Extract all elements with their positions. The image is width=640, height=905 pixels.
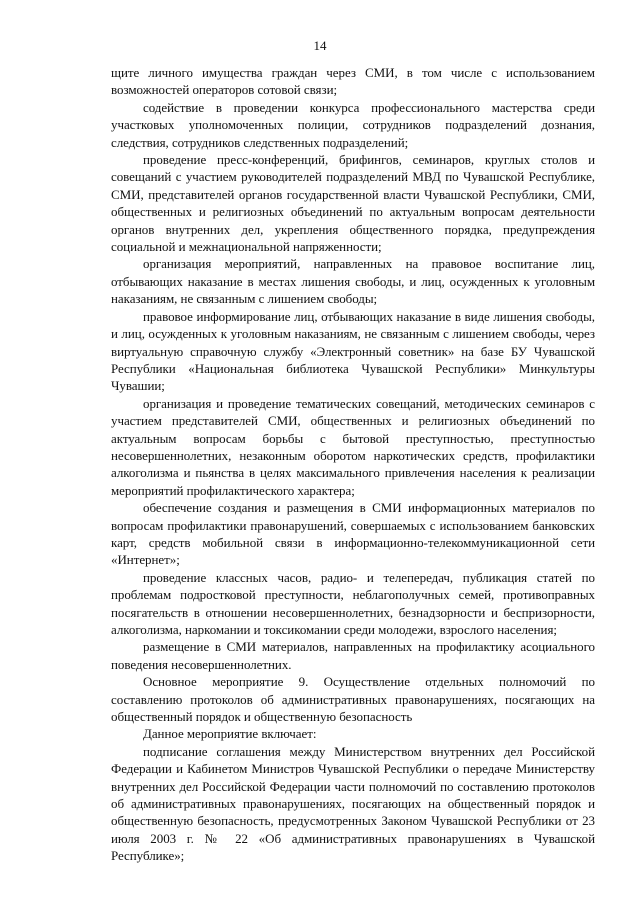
- paragraph-4: организация мероприятий, направленных на правовое воспитание лиц, отбывающих наказание в местах лишения свободы, и лиц, осужденных к уголовным наказаниям, не связанным с лишением свободы;: [111, 256, 595, 307]
- paragraph-11: Данное мероприятие включает:: [143, 726, 317, 742]
- paragraph-2: содействие в проведении конкурса профессионального мастерства среди участковых уполномоченных полиции, сотрудников подразделений дознания, следствия, сотрудников следственных подразделений;: [111, 99, 595, 150]
- paragraph-12: подписание соглашения между Министерством внутренних дел Российской Федерации и Кабинетом Министров Чувашской Республики о передаче Министерству внутренних дел Российской Федерации части полномочий по составлению протоколов об административных правонарушениях, посягающих на общественный порядок и общественную безопасность, предусмотренных Законом Чувашской Республики от 23 июля 2003 г. № 22 «Об административных правонарушениях в Чувашской Республике»;: [111, 743, 595, 864]
- paragraph-9: размещение в СМИ материалов, направленных на профилактику асоциального поведения несовершеннолетних.: [111, 639, 595, 672]
- paragraph-8: проведение классных часов, радио- и телепередач, публикация статей по проблемам подростковой преступности, неблагополучных семей, противоправных посягательств в отношении несовершеннолетних, безнадзорности и беспризорности, алкоголизма, наркомании и токсикомании среди молодежи, взрослого населения;: [111, 569, 595, 637]
- paragraph-3: проведение пресс-конференций, брифингов, семинаров, круглых столов и совещаний с участием руководителей подразделений МВД по Чувашской Республике, СМИ, представителей органов государственной власти Чувашской Республики, СМИ, общественных и религиозных объединений по актуальным вопросам деятельности органов внутренних дел, укрепления общественного порядка, предупреждения социальной и межнациональной напряженности;: [111, 152, 595, 255]
- paragraph-7: обеспечение создания и размещения в СМИ информационных материалов по вопросам профилактики правонарушений, совершаемых с использованием банковских карт, средств мобильной связи в информационно-телекоммуникационной сети «Интернет»;: [111, 500, 595, 568]
- page-number: 14: [313, 38, 327, 53]
- paragraph-1: щите личного имущества граждан через СМИ, в том числе с использованием возможностей операторов сотовой связи;: [111, 65, 595, 98]
- paragraph-10: Основное мероприятие 9. Осуществление отдельных полномочий по составлению протоколов об административных правонарушениях, посягающих на общественный порядок и общественную безопасность: [111, 674, 595, 725]
- paragraph-5: правовое информирование лиц, отбывающих наказание в виде лишения свободы, и лиц, осужденных к уголовным наказаниям, не связанным с лишением свободы, через виртуальную справочную службу «Электронный советник» на базе БУ Чувашской Республики «Национальная библиотека Чувашской Республики» Минкультуры Чувашии;: [111, 308, 595, 394]
- body-text: [111, 64, 595, 865]
- paragraph-6: организация и проведение тематических совещаний, методических семинаров с участием представителей СМИ, общественных и религиозных объединений по актуальным вопросам борьбы с бытовой преступностью, преступностью несовершеннолетних, незаконным оборотом наркотических средств, профилактики алкоголизма и пьянства в целях максимального привлечения населения к реализации мероприятий профилактического характера;: [111, 395, 595, 498]
